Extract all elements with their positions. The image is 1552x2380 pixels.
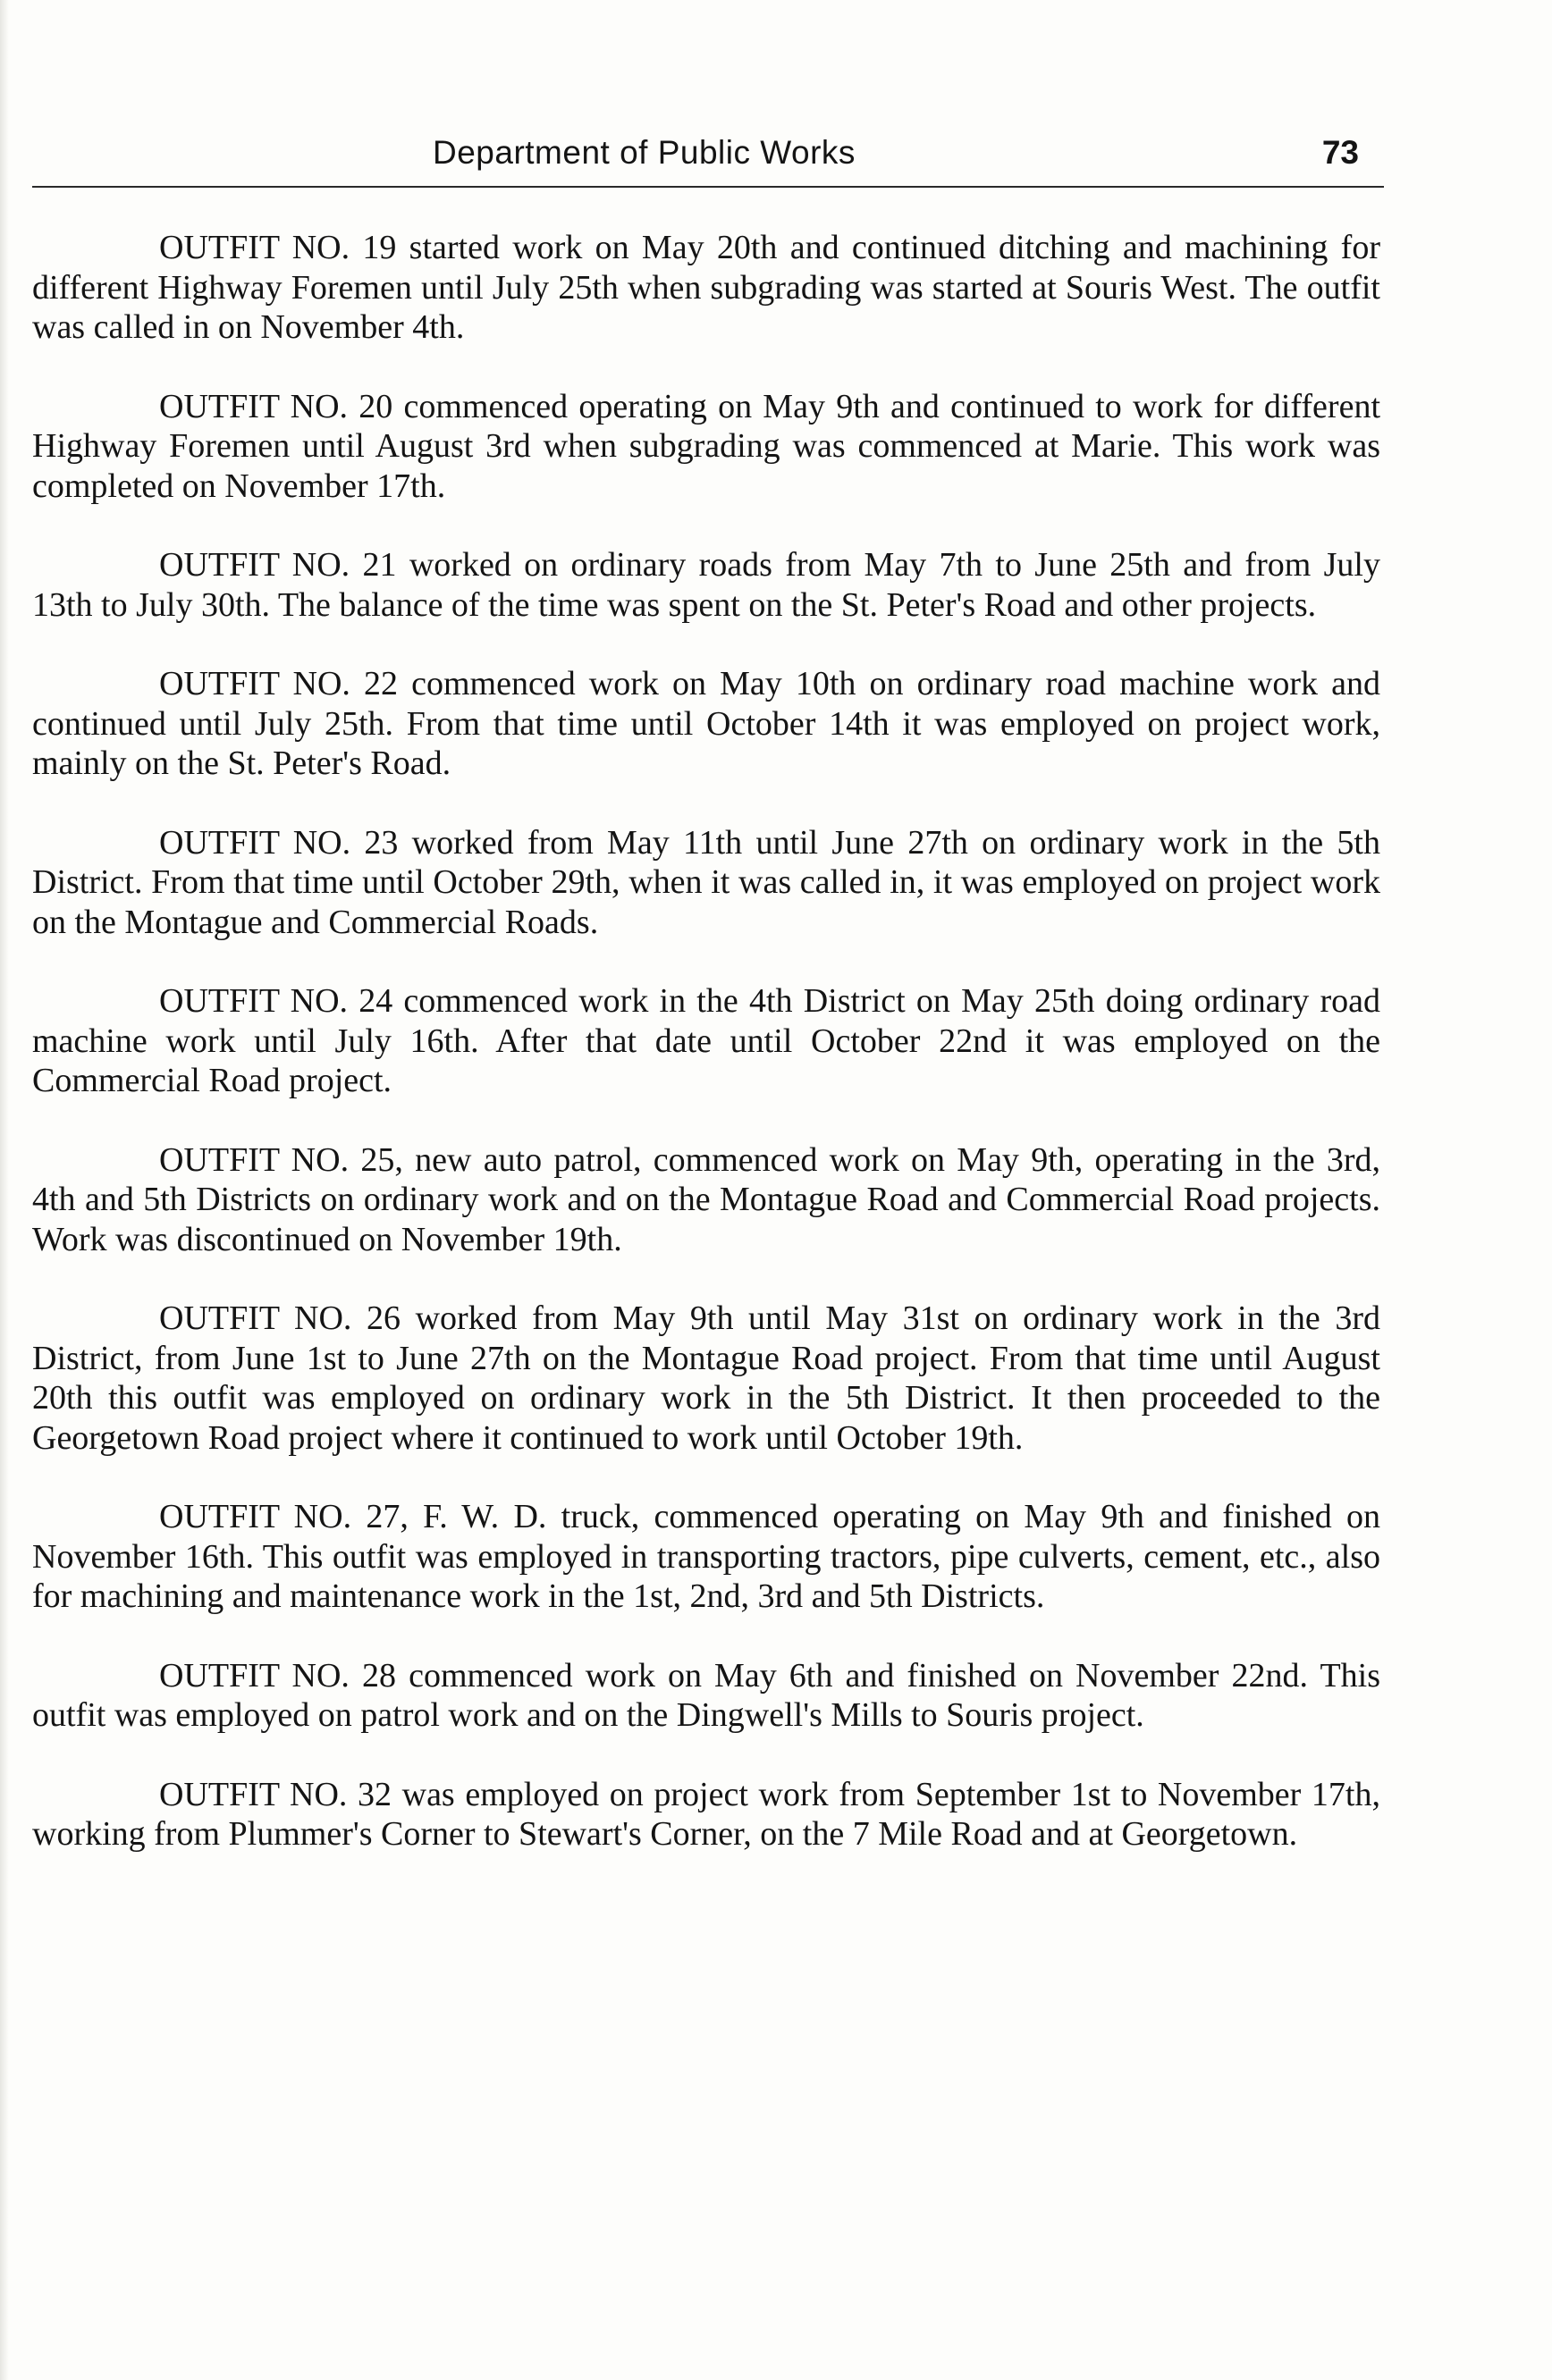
paragraph-outfit-28: OUTFIT NO. 28 commenced work on May 6th and finished on November 22nd. This outfit was employed on patrol work and on the Dingwell's Mills to Souris project. [32, 1656, 1380, 1734]
running-header [32, 130, 1384, 184]
paragraph-outfit-32: OUTFIT NO. 32 was employed on project work from September 1st to November 17th, working from Plummer's Corner to Stewart's Corner, on the 7 Mile Road and at Georgetown. [32, 1775, 1380, 1853]
header-rule [32, 186, 1384, 188]
body-text [32, 228, 1380, 1894]
header-title: Department of Public Works [433, 134, 856, 171]
page-edge-shadow [0, 0, 9, 2380]
paragraph-outfit-20: OUTFIT NO. 20 commenced operating on May 9th and continued to work for different Highway Foremen until August 3rd when subgrading was commenced at Marie. This work was completed on November 17th. [32, 387, 1380, 505]
paragraph-outfit-21: OUTFIT NO. 21 worked on ordinary roads from May 7th to June 25th and from July 13th to July 30th. The balance of the time was spent on the St. Peter's Road and other projects. [32, 546, 1380, 624]
page-number: 73 [1321, 134, 1359, 171]
paragraph-outfit-25: OUTFIT NO. 25, new auto patrol, commenced work on May 9th, operating in the 3rd, 4th and 5th Districts on ordinary work and on the Montague Road and Commercial Road projects. Work was discontinued on November 19th. [32, 1140, 1380, 1258]
paragraph-outfit-27: OUTFIT NO. 27, F. W. D. truck, commenced operating on May 9th and finished on November 16th. This outfit was employed in transporting tractors, pipe culverts, cement, etc., also for machining and maintenance work in the 1st, 2nd, 3rd and 5th Districts. [32, 1498, 1380, 1615]
paragraph-outfit-24: OUTFIT NO. 24 commenced work in the 4th District on May 25th doing ordinary road machine work until July 16th. After that date until October 22nd it was employed on the Commercial Road project. [32, 982, 1380, 1099]
paragraph-outfit-22: OUTFIT NO. 22 commenced work on May 10th on ordinary road machine work and continued until July 25th. From that time until October 14th it was employed on project work, mainly on the St. Peter's Road. [32, 665, 1380, 782]
paragraph-outfit-19: OUTFIT NO. 19 started work on May 20th and continued ditching and machining for different Highway Foremen until July 25th when subgrading was started at Souris West. The outfit was called in on November 4th. [32, 229, 1380, 346]
paragraph-outfit-23: OUTFIT NO. 23 worked from May 11th until June 27th on ordinary work in the 5th District. From that time until October 29th, when it was called in, it was employed on project work on the Montague and Commercial Roads. [32, 823, 1380, 941]
paragraph-outfit-26: OUTFIT NO. 26 worked from May 9th until May 31st on ordinary work in the 3rd District, from June 1st to June 27th on the Montague Road project. From that time until August 20th this outfit was employed on ordinary work in the 5th District. It then proceeded to the Georgetown Road project where it continued to work until October 19th. [32, 1299, 1380, 1457]
